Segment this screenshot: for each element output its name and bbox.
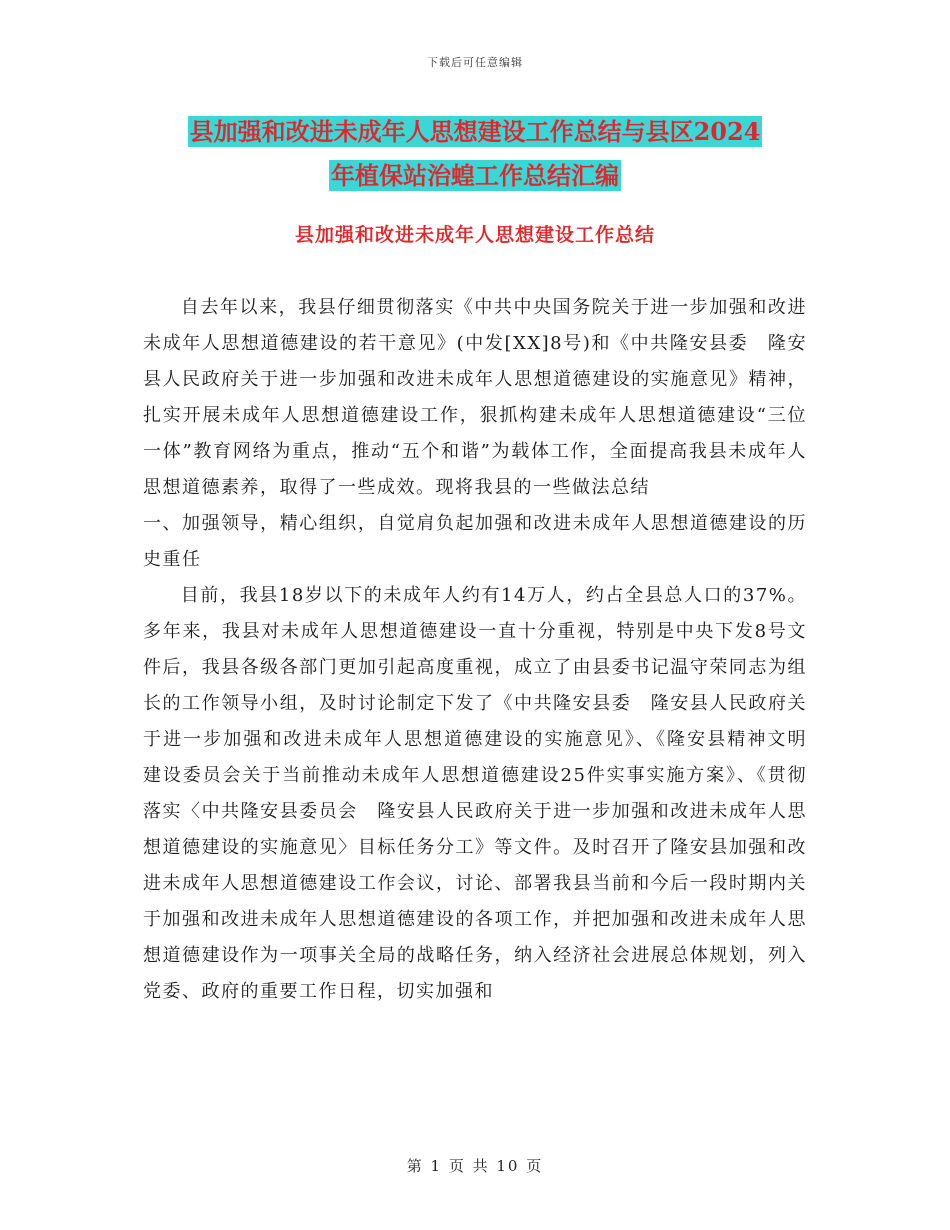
paragraph-current-status: 目前，我县18岁以下的未成年人约有14万人，约占全县总人口的37%。多年来，我县对未成年人思想道德建设一直十分重视，特别是中央下发8号文件后，我县各级各部门更加引起高度重视，成立了由县委书记温守荣同志为组长的工作领导小组，及时讨论制定下发了《中共隆安县委 隆安县人民政府关于进一步加强和改进未成年人思想道德建设的实施意见》、《隆安县精神文明建设委员会关于当前推动未成年人思想道德建设25件实事实施方案》、《贯彻落实〈中共隆安县委员会 隆安县人民政府关于进一步加强和改进未成年人思想道德建设的实施意见〉目标任务分工》等文件。及时召开了隆安县加强和改进未成年人思想道德建设工作会议，讨论、部署我县当前和今后一段时期内关于加强和改进未成年人思想道德建设的各项工作，并把加强和改进未成年人思想道德建设作为一项事关全局的战略任务，纳入经济社会进展总体规划，列入党委、政府的重要工作日程，切实加强和 xyxy=(143,585,807,1002)
heading-section-one: 一、加强领导，精心组织，自觉肩负起加强和改进未成年人思想道德建设的历史重任 xyxy=(143,513,807,570)
header-note: 下载后可任意编辑 xyxy=(427,56,523,69)
document-title-line-2: 年植保站治蝗工作总结汇编 xyxy=(331,161,619,190)
section-title: 县加强和改进未成年人思想建设工作总结 xyxy=(294,224,655,246)
document-title xyxy=(143,110,807,198)
page-number: 第 1 页 共 10 页 xyxy=(406,1157,544,1175)
document-body xyxy=(143,290,807,1010)
document-title-line-1: 县加强和改进未成年人思想建设工作总结与县区2024 xyxy=(189,117,761,146)
paragraph-intro: 自去年以来，我县仔细贯彻落实《中共中央国务院关于进一步加强和改进未成年人思想道德建设的若干意见》(中发[XX]8号)和《中共隆安县委 隆安县人民政府关于进一步加强和改进未成年人思想道德建设的实施意见》精神，扎实开展未成年人思想道德建设工作，狠抓构建未成年人思想道德建设“三位一体”教育网络为重点，推动“五个和谐”为载体工作，全面提高我县未成年人思想道德素养，取得了一些成效。现将我县的一些做法总结 xyxy=(143,297,807,498)
